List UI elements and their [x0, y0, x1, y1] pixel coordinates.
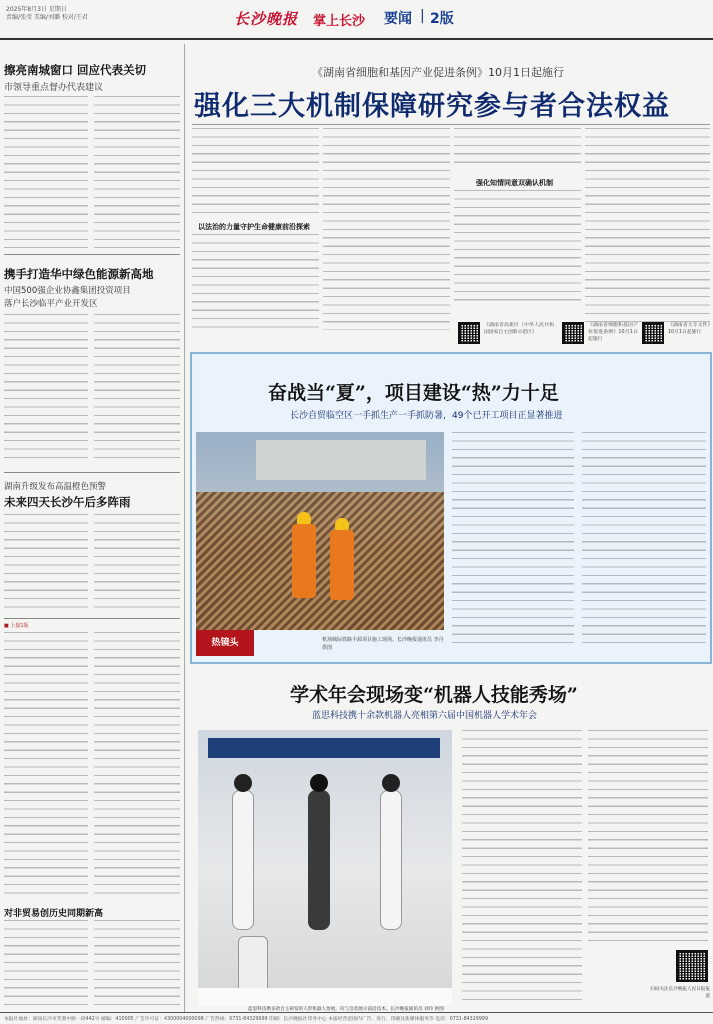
- article-body: [4, 96, 88, 248]
- top-headline: 强化三大机制保障研究参与者合法权益: [194, 91, 670, 122]
- left-kicker-3: 湖南升级发布高温橙色预警: [4, 482, 107, 492]
- feature1-subtitle: 长沙自贸临空区一手抓生产一手抓防暑，49个已开工项目正显著推进: [290, 411, 563, 421]
- robot-figure: [232, 790, 254, 930]
- left-subhead-2b: 落户长沙临平产业开发区: [4, 299, 98, 309]
- left-headline-1: 擦亮南城窗口 回应代表关切: [4, 63, 147, 77]
- qr-code[interactable]: [676, 950, 708, 982]
- masthead: [0, 0, 713, 40]
- top-kicker: 《湖南省细胞和基因产业促进条例》10月1日起施行: [312, 66, 564, 79]
- feature2-headline: 学术年会现场变“机器人技能秀场”: [290, 684, 578, 706]
- robot-exhibit-photo: [198, 730, 452, 1006]
- qr-caption: 扫码关注长沙晚报人民日报报道: [650, 987, 710, 999]
- divider: [4, 618, 180, 619]
- divider: [4, 472, 180, 473]
- footer-rule: [0, 1012, 713, 1013]
- qr-caption: 《湖南省高新区（中华人民共和国国家自主创新示范区》: [484, 323, 554, 335]
- divider: [4, 254, 180, 255]
- article-body: [94, 632, 180, 900]
- page-number: 2版: [430, 11, 454, 27]
- logo-tagline: 掌上长沙: [313, 14, 366, 29]
- continued-label: ■ 上接1版: [4, 623, 29, 629]
- article-body: [94, 514, 180, 612]
- left-headline-3: 未来四天长沙午后多阵雨: [4, 495, 131, 509]
- article-body: [582, 432, 706, 650]
- article-body: [323, 128, 450, 330]
- robot-figure: [308, 790, 330, 930]
- section-name: 要闻: [384, 11, 412, 27]
- qr-caption: 《湖南省细胞和基因产业促进条例》10月1日起施行: [588, 323, 638, 342]
- feature2-photo-caption: 蓝思科技携多款自主研发的人形机器人参展，向与会者展示前沿技术。长沙晚报通讯员 刘玲 供图: [248, 1007, 444, 1012]
- feature1-photo-caption: 机场城际铁路丰源项目施工现场。长沙晚报通讯员 李丹 供图: [322, 637, 444, 651]
- article-body: [4, 920, 88, 1008]
- robot-head: [234, 774, 252, 792]
- article-body: [462, 730, 582, 1006]
- article-body: [454, 190, 581, 306]
- column-divider: [184, 44, 185, 1012]
- article-body: [94, 920, 180, 1008]
- article-body: [192, 234, 319, 330]
- footer-text: 本报社地址：湖南长沙市芙蓉中路一段442号 邮编：410005 广告许可证：4300004000098 广告热线：0731-84329999 印刷：长沙晚报社印务中心 本报经营范围内广告、发行、印刷及新媒体服务等 电话：0731-84329999: [4, 1017, 488, 1022]
- top-subhead-a: 以法治的力量守护生命健康前沿探索: [198, 223, 310, 231]
- worker-figure: [292, 524, 316, 598]
- left-subhead-1: 市领导重点督办代表建议: [4, 83, 104, 93]
- worker-figure: [330, 530, 354, 600]
- qr-caption: 《湖南省大专文件》10月1日起施行: [668, 323, 710, 335]
- article-body: [94, 314, 180, 464]
- exhibit-stage: [198, 988, 452, 1006]
- feature1-headline: 奋战当“夏”，项目建设“热”力十足: [268, 382, 559, 404]
- article-body: [454, 128, 581, 170]
- article-body: [4, 314, 88, 464]
- hard-hat-icon: [335, 518, 349, 530]
- article-body: [192, 128, 319, 216]
- top-subhead-b: 强化知情同意双确认机制: [476, 179, 553, 187]
- article-body: [585, 128, 710, 322]
- article-body: [4, 514, 88, 612]
- left-subhead-2: 中国500强企业协鑫集团投资项目: [4, 286, 131, 296]
- left-headline-4: 对非贸易创历史同期新高: [4, 909, 104, 919]
- article-body: [94, 96, 180, 248]
- construction-photo: [196, 432, 444, 630]
- article-body: [452, 432, 574, 650]
- hard-hat-icon: [297, 512, 311, 524]
- qr-code[interactable]: [642, 322, 664, 344]
- article-body: [588, 730, 708, 944]
- feature2-subtitle: 蓝思科技携十余款机器人亮相第六届中国机器人学术年会: [312, 711, 538, 721]
- article-body: [4, 632, 88, 900]
- robot-head: [382, 774, 400, 792]
- robot-figure: [238, 936, 268, 994]
- rebar-cage: [196, 492, 444, 630]
- qr-code[interactable]: [562, 322, 584, 344]
- robot-head: [310, 774, 328, 792]
- qr-code[interactable]: [458, 322, 480, 344]
- left-headline-2: 携手打造华中绿色能源新高地: [4, 267, 154, 281]
- newspaper-logo: 长沙晚报: [234, 10, 299, 28]
- divider: [192, 124, 710, 125]
- section-separator: |: [420, 8, 425, 24]
- photo-logo: 热镜头: [196, 630, 254, 656]
- issue-date: 2025年8月3日 星期日 责编/张莹 美编/刘璐 校对/王君: [6, 6, 88, 21]
- bridge-deck: [256, 440, 426, 480]
- robot-figure: [380, 790, 402, 930]
- exhibit-banner: [208, 738, 440, 758]
